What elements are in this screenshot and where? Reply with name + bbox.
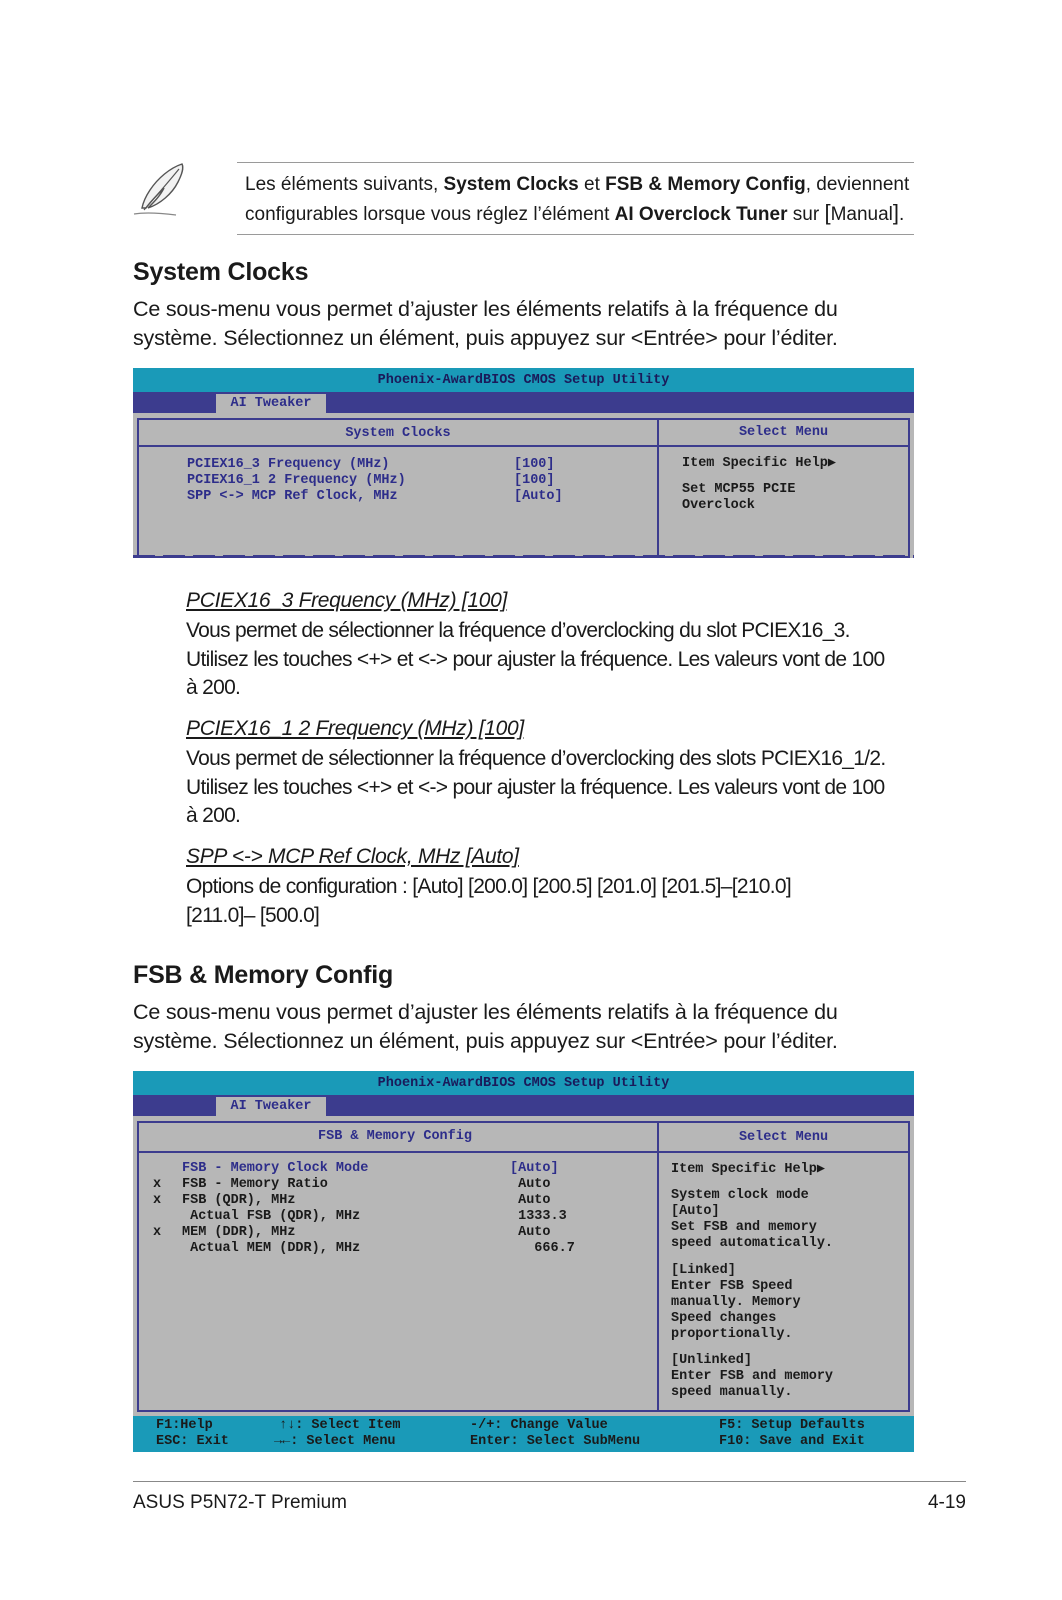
bios-row-mark	[153, 1209, 161, 1225]
panel-title: FSB & Memory Config	[318, 1129, 472, 1144]
feather-pen-icon	[130, 160, 192, 220]
bios-row-mark: x	[153, 1193, 162, 1208]
help-line-2: Overclock	[682, 498, 755, 513]
bios-item-fsb-memory-clock-mode[interactable]: FSB - Memory Clock Mode	[182, 1161, 369, 1176]
note-top-rule	[237, 162, 914, 163]
item-title-spp-mcp: SPP <-> MCP Ref Clock, MHz [Auto]	[186, 845, 519, 868]
help-line-1: Set MCP55 PCIE	[682, 482, 796, 497]
bios-value-pciex16-12[interactable]: [100]	[514, 473, 555, 488]
panel-divider	[137, 445, 910, 447]
up-down-arrows-icon: ↑↓	[279, 1418, 296, 1433]
bios-row-mark: x	[153, 1225, 162, 1240]
key-esc-exit: ESC: Exit	[156, 1434, 229, 1449]
help-title: Item Specific Help▶	[682, 456, 836, 471]
arrow-right-icon: ▶	[816, 1162, 825, 1177]
bios-screen-system-clocks	[133, 368, 914, 558]
help-block-linked: [Linked] Enter FSB Speed manually. Memory Speed changes proportionally.	[671, 1263, 801, 1342]
key-change-value: -/+: Change Value	[470, 1418, 608, 1433]
panel-title: System Clocks	[345, 426, 451, 441]
bios-row-mark	[153, 1161, 161, 1177]
help-title: Item Specific Help▶	[671, 1162, 825, 1177]
bios-row-mark: x	[153, 1177, 162, 1192]
left-right-arrows-icon: →←	[274, 1434, 291, 1449]
tab-ai-tweaker[interactable]: AI Tweaker	[216, 1097, 326, 1116]
panel-divider	[137, 1151, 910, 1153]
section-intro: Ce sous-menu vous permet d’ajuster les éléments relatifs à la fréquence du système. Sélectionnez un élément, puis appuyez sur <Entrée> pour l’éditer.	[133, 1000, 838, 1053]
footer-rule	[133, 1481, 966, 1482]
bios-item-fsb-qdr: FSB (QDR), MHz	[182, 1193, 296, 1208]
item-body-spp-mcp: Options de configuration : [Auto] [200.0] [200.5] [201.0] [201.5]–[210.0] [211.0]– [500.0]	[186, 875, 792, 927]
bios-row-mark	[153, 1241, 161, 1257]
select-menu-title: Select Menu	[738, 425, 829, 440]
bios-value-mem-ddr: Auto	[510, 1225, 551, 1240]
bios-value-fsb-qdr: Auto	[510, 1193, 551, 1208]
section-title-system-clocks: System Clocks	[133, 258, 309, 286]
bios-value-pciex16-3[interactable]: [100]	[514, 457, 555, 472]
bios-item-mem-ddr: MEM (DDR), MHz	[182, 1225, 296, 1240]
item-title-pciex16-12: PCIEX16_1 2 Frequency (MHz) [100]	[186, 717, 524, 740]
help-block-auto: System clock mode [Auto] Set FSB and memory speed automatically.	[671, 1188, 834, 1251]
arrow-right-icon: ▶	[827, 456, 836, 471]
bios-value-actual-mem: 666.7	[510, 1241, 575, 1256]
bios-title-bar: Phoenix-AwardBIOS CMOS Setup Utility	[133, 368, 914, 392]
section-title-fsb-memory: FSB & Memory Config	[133, 961, 394, 989]
key-f10-save-exit: F10: Save and Exit	[719, 1434, 865, 1449]
footer-product: ASUS P5N72-T Premium	[133, 1492, 347, 1513]
item-body-pciex16-3: Vous permet de sélectionner la fréquence d’overclocking du slot PCIEX16_3. Utilisez les touches <+> et <-> pour ajuster la fréquence. Les valeurs vont de 100 à 200.	[186, 619, 885, 699]
key-f1-help: F1:Help	[156, 1418, 213, 1433]
tab-ai-tweaker[interactable]: AI Tweaker	[216, 394, 326, 413]
bios-value-fsb-memory-ratio: Auto	[510, 1177, 551, 1192]
note-text: Les éléments suivants, System Clocks et FSB & Memory Config, deviennent configurables lorsque vous réglez l’élément AI Overclock Tuner sur [Manual].	[245, 174, 910, 225]
bios-item-actual-fsb: Actual FSB (QDR), MHz	[182, 1209, 361, 1224]
key-select-menu: →←: Select Menu	[274, 1434, 396, 1449]
bios-item-actual-mem: Actual MEM (DDR), MHz	[182, 1241, 361, 1256]
bios-cut-edge	[133, 555, 914, 558]
bios-item-fsb-memory-ratio: FSB - Memory Ratio	[182, 1177, 328, 1192]
bios-value-actual-fsb: 1333.3	[510, 1209, 567, 1224]
item-body-pciex16-12: Vous permet de sélectionner la fréquence d’overclocking des slots PCIEX16_1/2. Utilisez les touches <+> et <-> pour ajuster la fréquence. Les valeurs vont de 100 à 200.	[186, 747, 886, 827]
section-intro: Ce sous-menu vous permet d’ajuster les éléments relatifs à la fréquence du système. Sélectionnez un élément, puis appuyez sur <Entrée> pour l’éditer.	[133, 297, 838, 350]
bios-screen-fsb-memory	[133, 1071, 914, 1452]
bios-value-spp-mcp[interactable]: [Auto]	[514, 489, 563, 504]
bios-item-pciex16-12[interactable]: PCIEX16_1 2 Frequency (MHz)	[187, 473, 406, 488]
bios-item-pciex16-3[interactable]: PCIEX16_3 Frequency (MHz)	[187, 457, 390, 472]
key-f5-defaults: F5: Setup Defaults	[719, 1418, 865, 1433]
bios-title-bar: Phoenix-AwardBIOS CMOS Setup Utility	[133, 1071, 914, 1095]
bios-item-spp-mcp[interactable]: SPP <-> MCP Ref Clock, MHz	[187, 489, 398, 504]
item-title-pciex16-3: PCIEX16_3 Frequency (MHz) [100]	[186, 589, 508, 612]
bios-value-fsb-memory-clock-mode[interactable]: [Auto]	[510, 1161, 559, 1176]
page-number: 4-19	[927, 1492, 966, 1513]
key-select-item: ↑↓: Select Item	[279, 1418, 401, 1433]
key-enter-submenu: Enter: Select SubMenu	[470, 1434, 641, 1449]
note-bottom-rule	[237, 234, 914, 235]
help-block-unlinked: [Unlinked] Enter FSB and memory speed manually.	[671, 1353, 834, 1400]
select-menu-title: Select Menu	[738, 1130, 829, 1145]
